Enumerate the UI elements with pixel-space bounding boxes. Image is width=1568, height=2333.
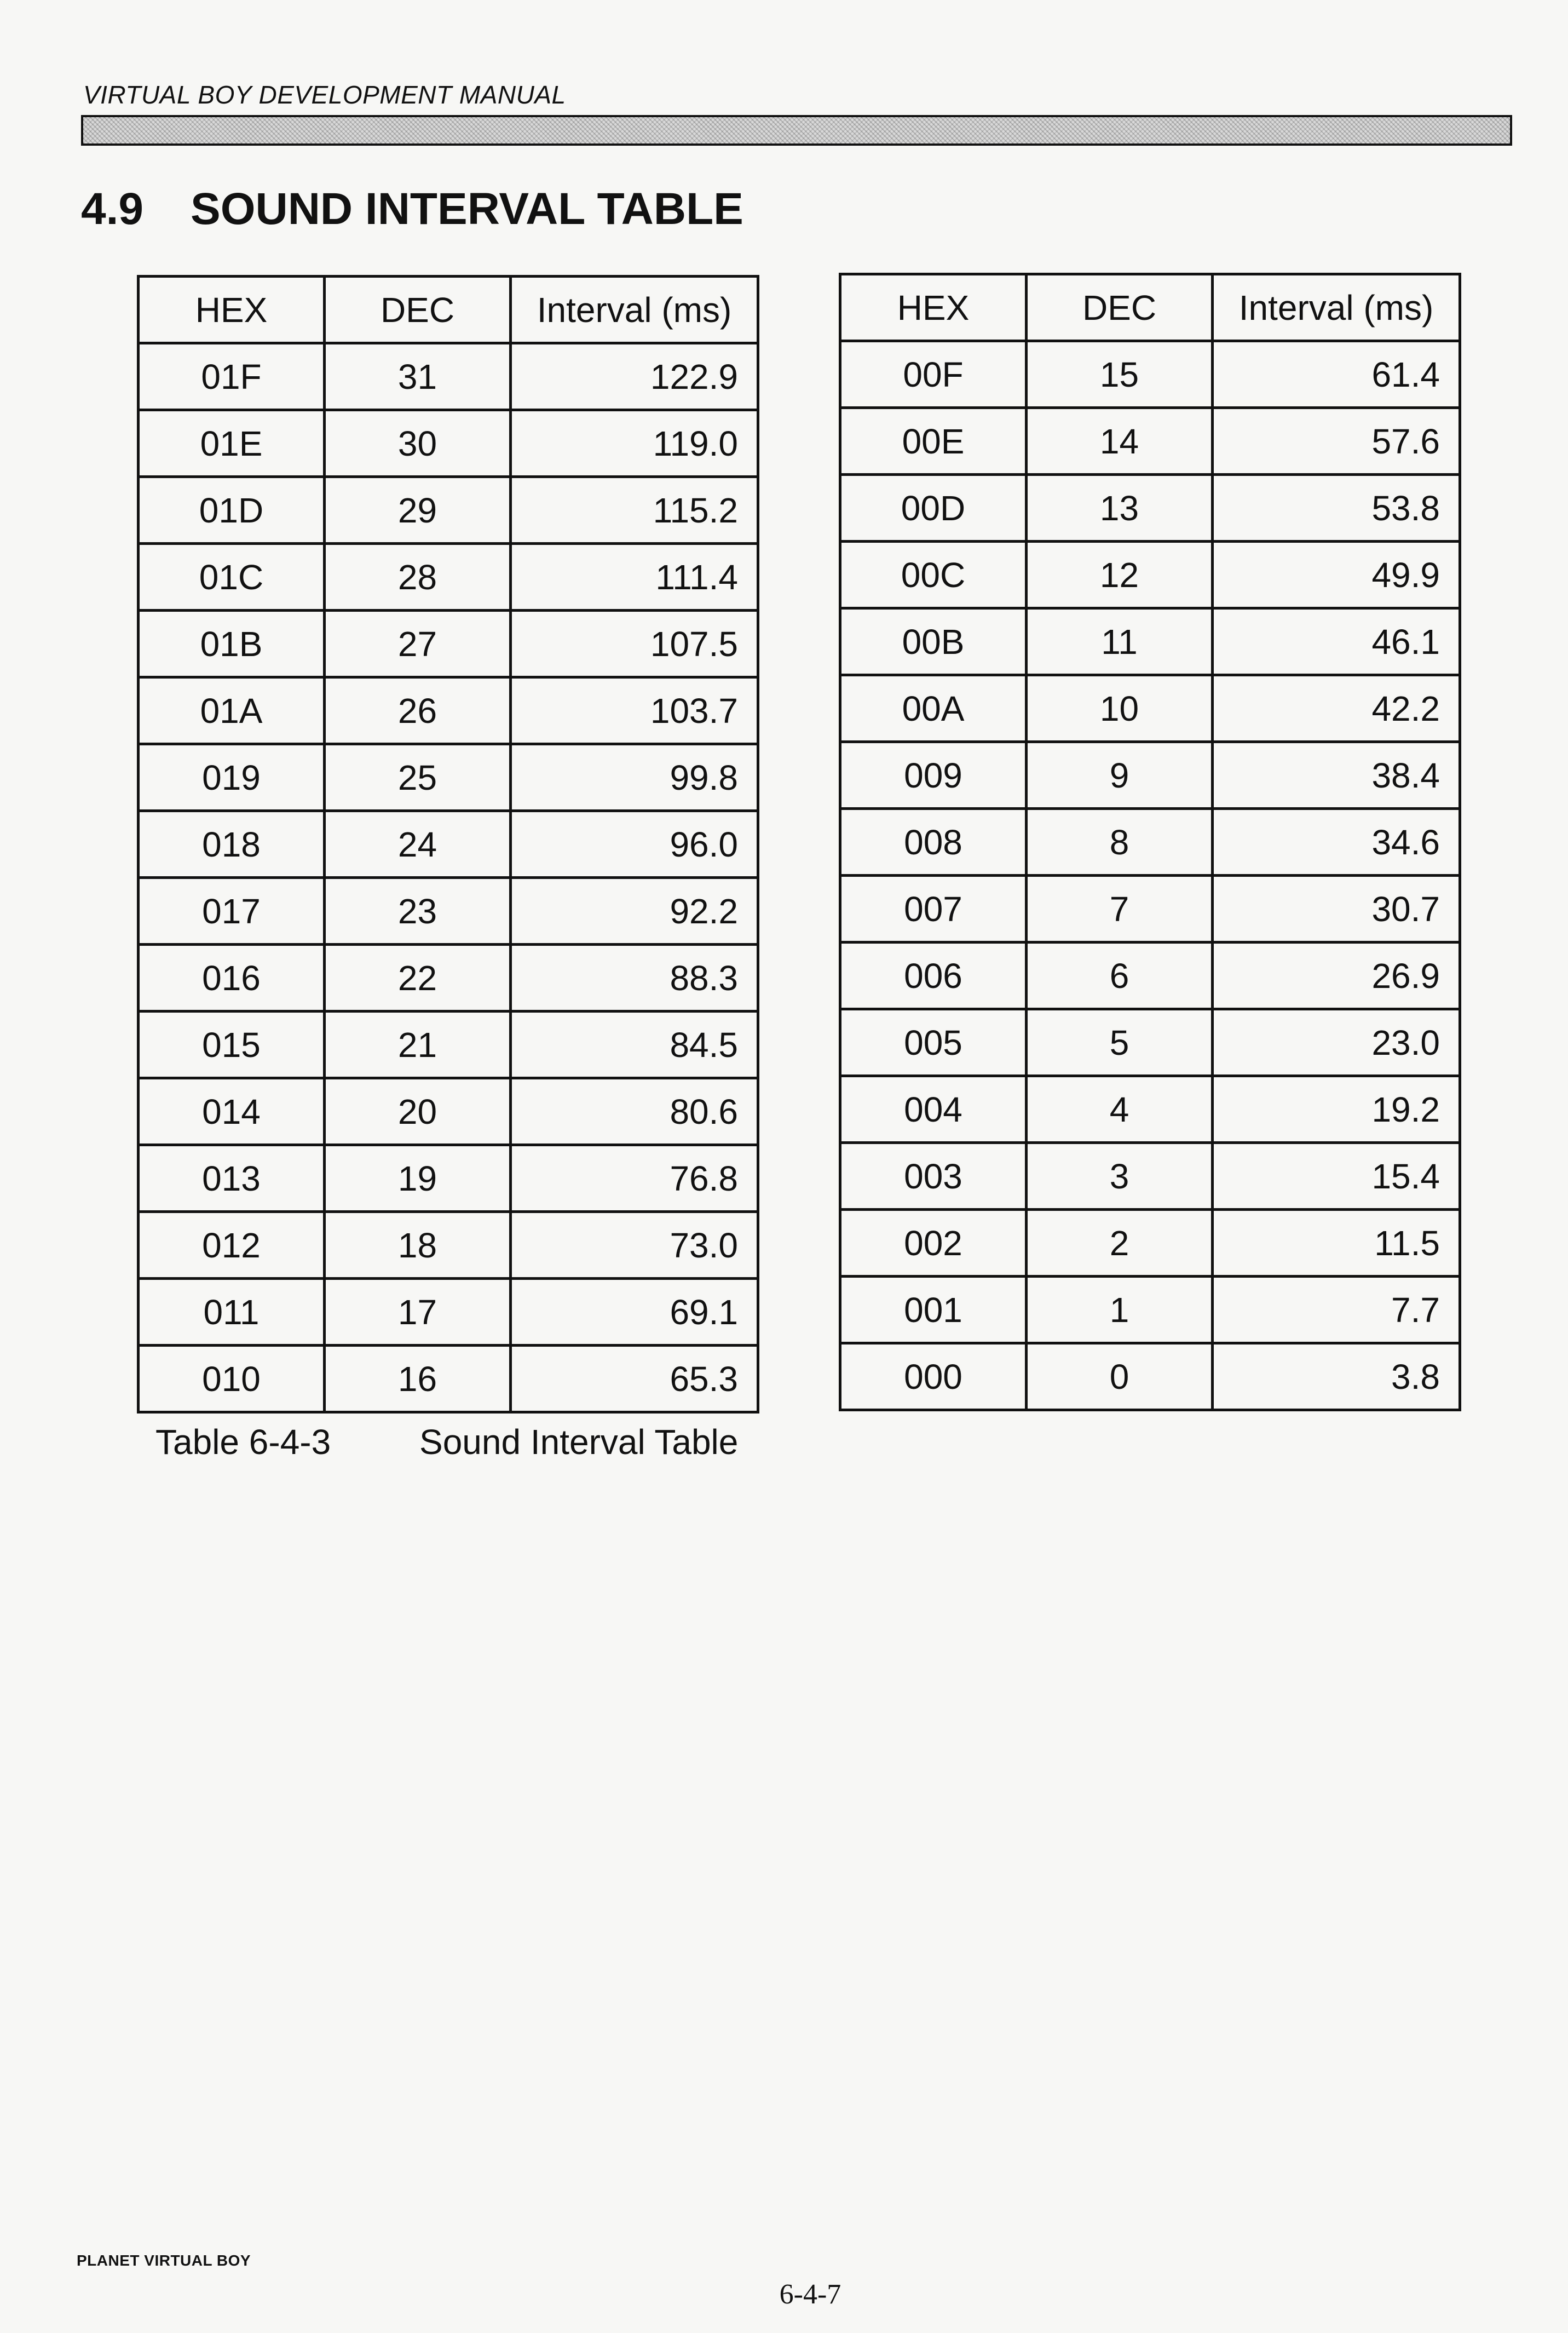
interval-cell: 65.3 bbox=[511, 1346, 758, 1412]
hex-cell: 002 bbox=[840, 1210, 1027, 1277]
hex-cell: 01E bbox=[139, 410, 325, 477]
hex-cell: 018 bbox=[139, 811, 325, 878]
dec-cell: 23 bbox=[325, 878, 511, 945]
dec-cell: 9 bbox=[1027, 742, 1213, 809]
table-row bbox=[139, 1346, 758, 1412]
table-row bbox=[139, 1145, 758, 1212]
table-row bbox=[139, 1012, 758, 1078]
hex-cell: 00B bbox=[840, 608, 1027, 675]
table-row bbox=[139, 343, 758, 410]
hex-cell: 014 bbox=[139, 1078, 325, 1145]
dec-cell: 2 bbox=[1027, 1210, 1213, 1277]
section-number: 4.9 bbox=[81, 184, 143, 234]
dec-cell: 7 bbox=[1027, 876, 1213, 943]
dec-cell: 21 bbox=[325, 1012, 511, 1078]
dec-cell: 17 bbox=[325, 1279, 511, 1346]
dec-cell: 5 bbox=[1027, 1009, 1213, 1076]
hex-cell: 00C bbox=[840, 542, 1027, 608]
hex-cell: 006 bbox=[840, 943, 1027, 1009]
interval-cell: 38.4 bbox=[1213, 742, 1460, 809]
dec-cell: 4 bbox=[1027, 1076, 1213, 1143]
table-row bbox=[139, 544, 758, 611]
dec-cell: 6 bbox=[1027, 943, 1213, 1009]
table-row bbox=[840, 943, 1460, 1009]
table-row bbox=[840, 742, 1460, 809]
table-row bbox=[840, 542, 1460, 608]
hex-cell: 017 bbox=[139, 878, 325, 945]
dec-cell: 1 bbox=[1027, 1277, 1213, 1343]
dec-cell: 31 bbox=[325, 343, 511, 410]
header-divider-bar bbox=[81, 115, 1512, 146]
interval-cell: 107.5 bbox=[511, 611, 758, 677]
dec-cell: 0 bbox=[1027, 1343, 1213, 1410]
interval-cell: 23.0 bbox=[1213, 1009, 1460, 1076]
hex-cell: 003 bbox=[840, 1143, 1027, 1210]
interval-cell: 99.8 bbox=[511, 744, 758, 811]
interval-cell: 34.6 bbox=[1213, 809, 1460, 876]
section-title: SOUND INTERVAL TABLE bbox=[191, 184, 743, 234]
hex-cell: 01B bbox=[139, 611, 325, 677]
column-header-hex: HEX bbox=[139, 277, 325, 343]
interval-cell: 92.2 bbox=[511, 878, 758, 945]
interval-cell: 42.2 bbox=[1213, 675, 1460, 742]
table-caption bbox=[155, 1422, 738, 1462]
column-header-interval: Interval (ms) bbox=[1213, 274, 1460, 341]
interval-cell: 19.2 bbox=[1213, 1076, 1460, 1143]
hex-cell: 015 bbox=[139, 1012, 325, 1078]
table-row bbox=[840, 1210, 1460, 1277]
dec-cell: 27 bbox=[325, 611, 511, 677]
dec-cell: 22 bbox=[325, 945, 511, 1012]
table-row bbox=[840, 608, 1460, 675]
caption-title: Sound Interval Table bbox=[419, 1422, 739, 1462]
dec-cell: 16 bbox=[325, 1346, 511, 1412]
dec-cell: 18 bbox=[325, 1212, 511, 1279]
manual-title: VIRTUAL BOY DEVELOPMENT MANUAL bbox=[83, 81, 566, 109]
dec-cell: 26 bbox=[325, 677, 511, 744]
dec-cell: 13 bbox=[1027, 475, 1213, 542]
table-row bbox=[139, 744, 758, 811]
table-row bbox=[139, 811, 758, 878]
interval-cell: 61.4 bbox=[1213, 341, 1460, 408]
table-row bbox=[139, 477, 758, 544]
dec-cell: 15 bbox=[1027, 341, 1213, 408]
hex-cell: 007 bbox=[840, 876, 1027, 943]
table-row bbox=[840, 341, 1460, 408]
table-row bbox=[139, 611, 758, 677]
dec-cell: 28 bbox=[325, 544, 511, 611]
interval-cell: 49.9 bbox=[1213, 542, 1460, 608]
hex-cell: 00F bbox=[840, 341, 1027, 408]
table-row bbox=[139, 945, 758, 1012]
footer-publisher: PLANET VIRTUAL BOY bbox=[77, 2252, 251, 2269]
column-header-dec: DEC bbox=[325, 277, 511, 343]
table-row bbox=[840, 1076, 1460, 1143]
section-heading bbox=[81, 183, 743, 235]
interval-cell: 3.8 bbox=[1213, 1343, 1460, 1410]
interval-cell: 26.9 bbox=[1213, 943, 1460, 1009]
hex-cell: 00A bbox=[840, 675, 1027, 742]
interval-table-right bbox=[839, 273, 1461, 1411]
table-row bbox=[840, 809, 1460, 876]
interval-cell: 73.0 bbox=[511, 1212, 758, 1279]
hex-cell: 00E bbox=[840, 408, 1027, 475]
hex-cell: 005 bbox=[840, 1009, 1027, 1076]
table-row bbox=[139, 1279, 758, 1346]
table-row bbox=[139, 677, 758, 744]
interval-cell: 69.1 bbox=[511, 1279, 758, 1346]
table-row bbox=[840, 1277, 1460, 1343]
interval-cell: 30.7 bbox=[1213, 876, 1460, 943]
interval-cell: 103.7 bbox=[511, 677, 758, 744]
table-row bbox=[840, 876, 1460, 943]
interval-cell: 88.3 bbox=[511, 945, 758, 1012]
interval-cell: 119.0 bbox=[511, 410, 758, 477]
table-header-row bbox=[840, 274, 1460, 341]
table-row bbox=[139, 1078, 758, 1145]
interval-cell: 96.0 bbox=[511, 811, 758, 878]
column-header-interval: Interval (ms) bbox=[511, 277, 758, 343]
table-row bbox=[840, 675, 1460, 742]
table-row bbox=[840, 408, 1460, 475]
table-row bbox=[840, 1343, 1460, 1410]
hex-cell: 01C bbox=[139, 544, 325, 611]
hex-cell: 013 bbox=[139, 1145, 325, 1212]
interval-cell: 7.7 bbox=[1213, 1277, 1460, 1343]
hex-cell: 011 bbox=[139, 1279, 325, 1346]
table-row bbox=[139, 1212, 758, 1279]
hex-cell: 010 bbox=[139, 1346, 325, 1412]
interval-table-left bbox=[137, 275, 759, 1413]
hex-cell: 016 bbox=[139, 945, 325, 1012]
interval-cell: 46.1 bbox=[1213, 608, 1460, 675]
table-row bbox=[840, 475, 1460, 542]
table-row bbox=[840, 1009, 1460, 1076]
hex-cell: 008 bbox=[840, 809, 1027, 876]
hex-cell: 01F bbox=[139, 343, 325, 410]
table-header-row bbox=[139, 277, 758, 343]
hex-cell: 004 bbox=[840, 1076, 1027, 1143]
interval-cell: 84.5 bbox=[511, 1012, 758, 1078]
dec-cell: 14 bbox=[1027, 408, 1213, 475]
dec-cell: 3 bbox=[1027, 1143, 1213, 1210]
column-header-dec: DEC bbox=[1027, 274, 1213, 341]
dec-cell: 8 bbox=[1027, 809, 1213, 876]
table-row bbox=[840, 1143, 1460, 1210]
page-number: 6-4-7 bbox=[779, 2279, 841, 2310]
column-header-hex: HEX bbox=[840, 274, 1027, 341]
dec-cell: 30 bbox=[325, 410, 511, 477]
dec-cell: 29 bbox=[325, 477, 511, 544]
hex-cell: 01A bbox=[139, 677, 325, 744]
table-row bbox=[139, 878, 758, 945]
interval-cell: 115.2 bbox=[511, 477, 758, 544]
dec-cell: 25 bbox=[325, 744, 511, 811]
hex-cell: 012 bbox=[139, 1212, 325, 1279]
hex-cell: 009 bbox=[840, 742, 1027, 809]
interval-cell: 15.4 bbox=[1213, 1143, 1460, 1210]
interval-cell: 53.8 bbox=[1213, 475, 1460, 542]
hex-cell: 01D bbox=[139, 477, 325, 544]
dec-cell: 20 bbox=[325, 1078, 511, 1145]
dec-cell: 10 bbox=[1027, 675, 1213, 742]
dec-cell: 19 bbox=[325, 1145, 511, 1212]
table-row bbox=[139, 410, 758, 477]
dec-cell: 12 bbox=[1027, 542, 1213, 608]
interval-cell: 76.8 bbox=[511, 1145, 758, 1212]
hex-cell: 000 bbox=[840, 1343, 1027, 1410]
hex-cell: 019 bbox=[139, 744, 325, 811]
interval-cell: 11.5 bbox=[1213, 1210, 1460, 1277]
interval-cell: 122.9 bbox=[511, 343, 758, 410]
caption-number: Table 6-4-3 bbox=[155, 1422, 331, 1462]
hex-cell: 001 bbox=[840, 1277, 1027, 1343]
interval-cell: 111.4 bbox=[511, 544, 758, 611]
interval-cell: 80.6 bbox=[511, 1078, 758, 1145]
interval-cell: 57.6 bbox=[1213, 408, 1460, 475]
dec-cell: 24 bbox=[325, 811, 511, 878]
dec-cell: 11 bbox=[1027, 608, 1213, 675]
hex-cell: 00D bbox=[840, 475, 1027, 542]
